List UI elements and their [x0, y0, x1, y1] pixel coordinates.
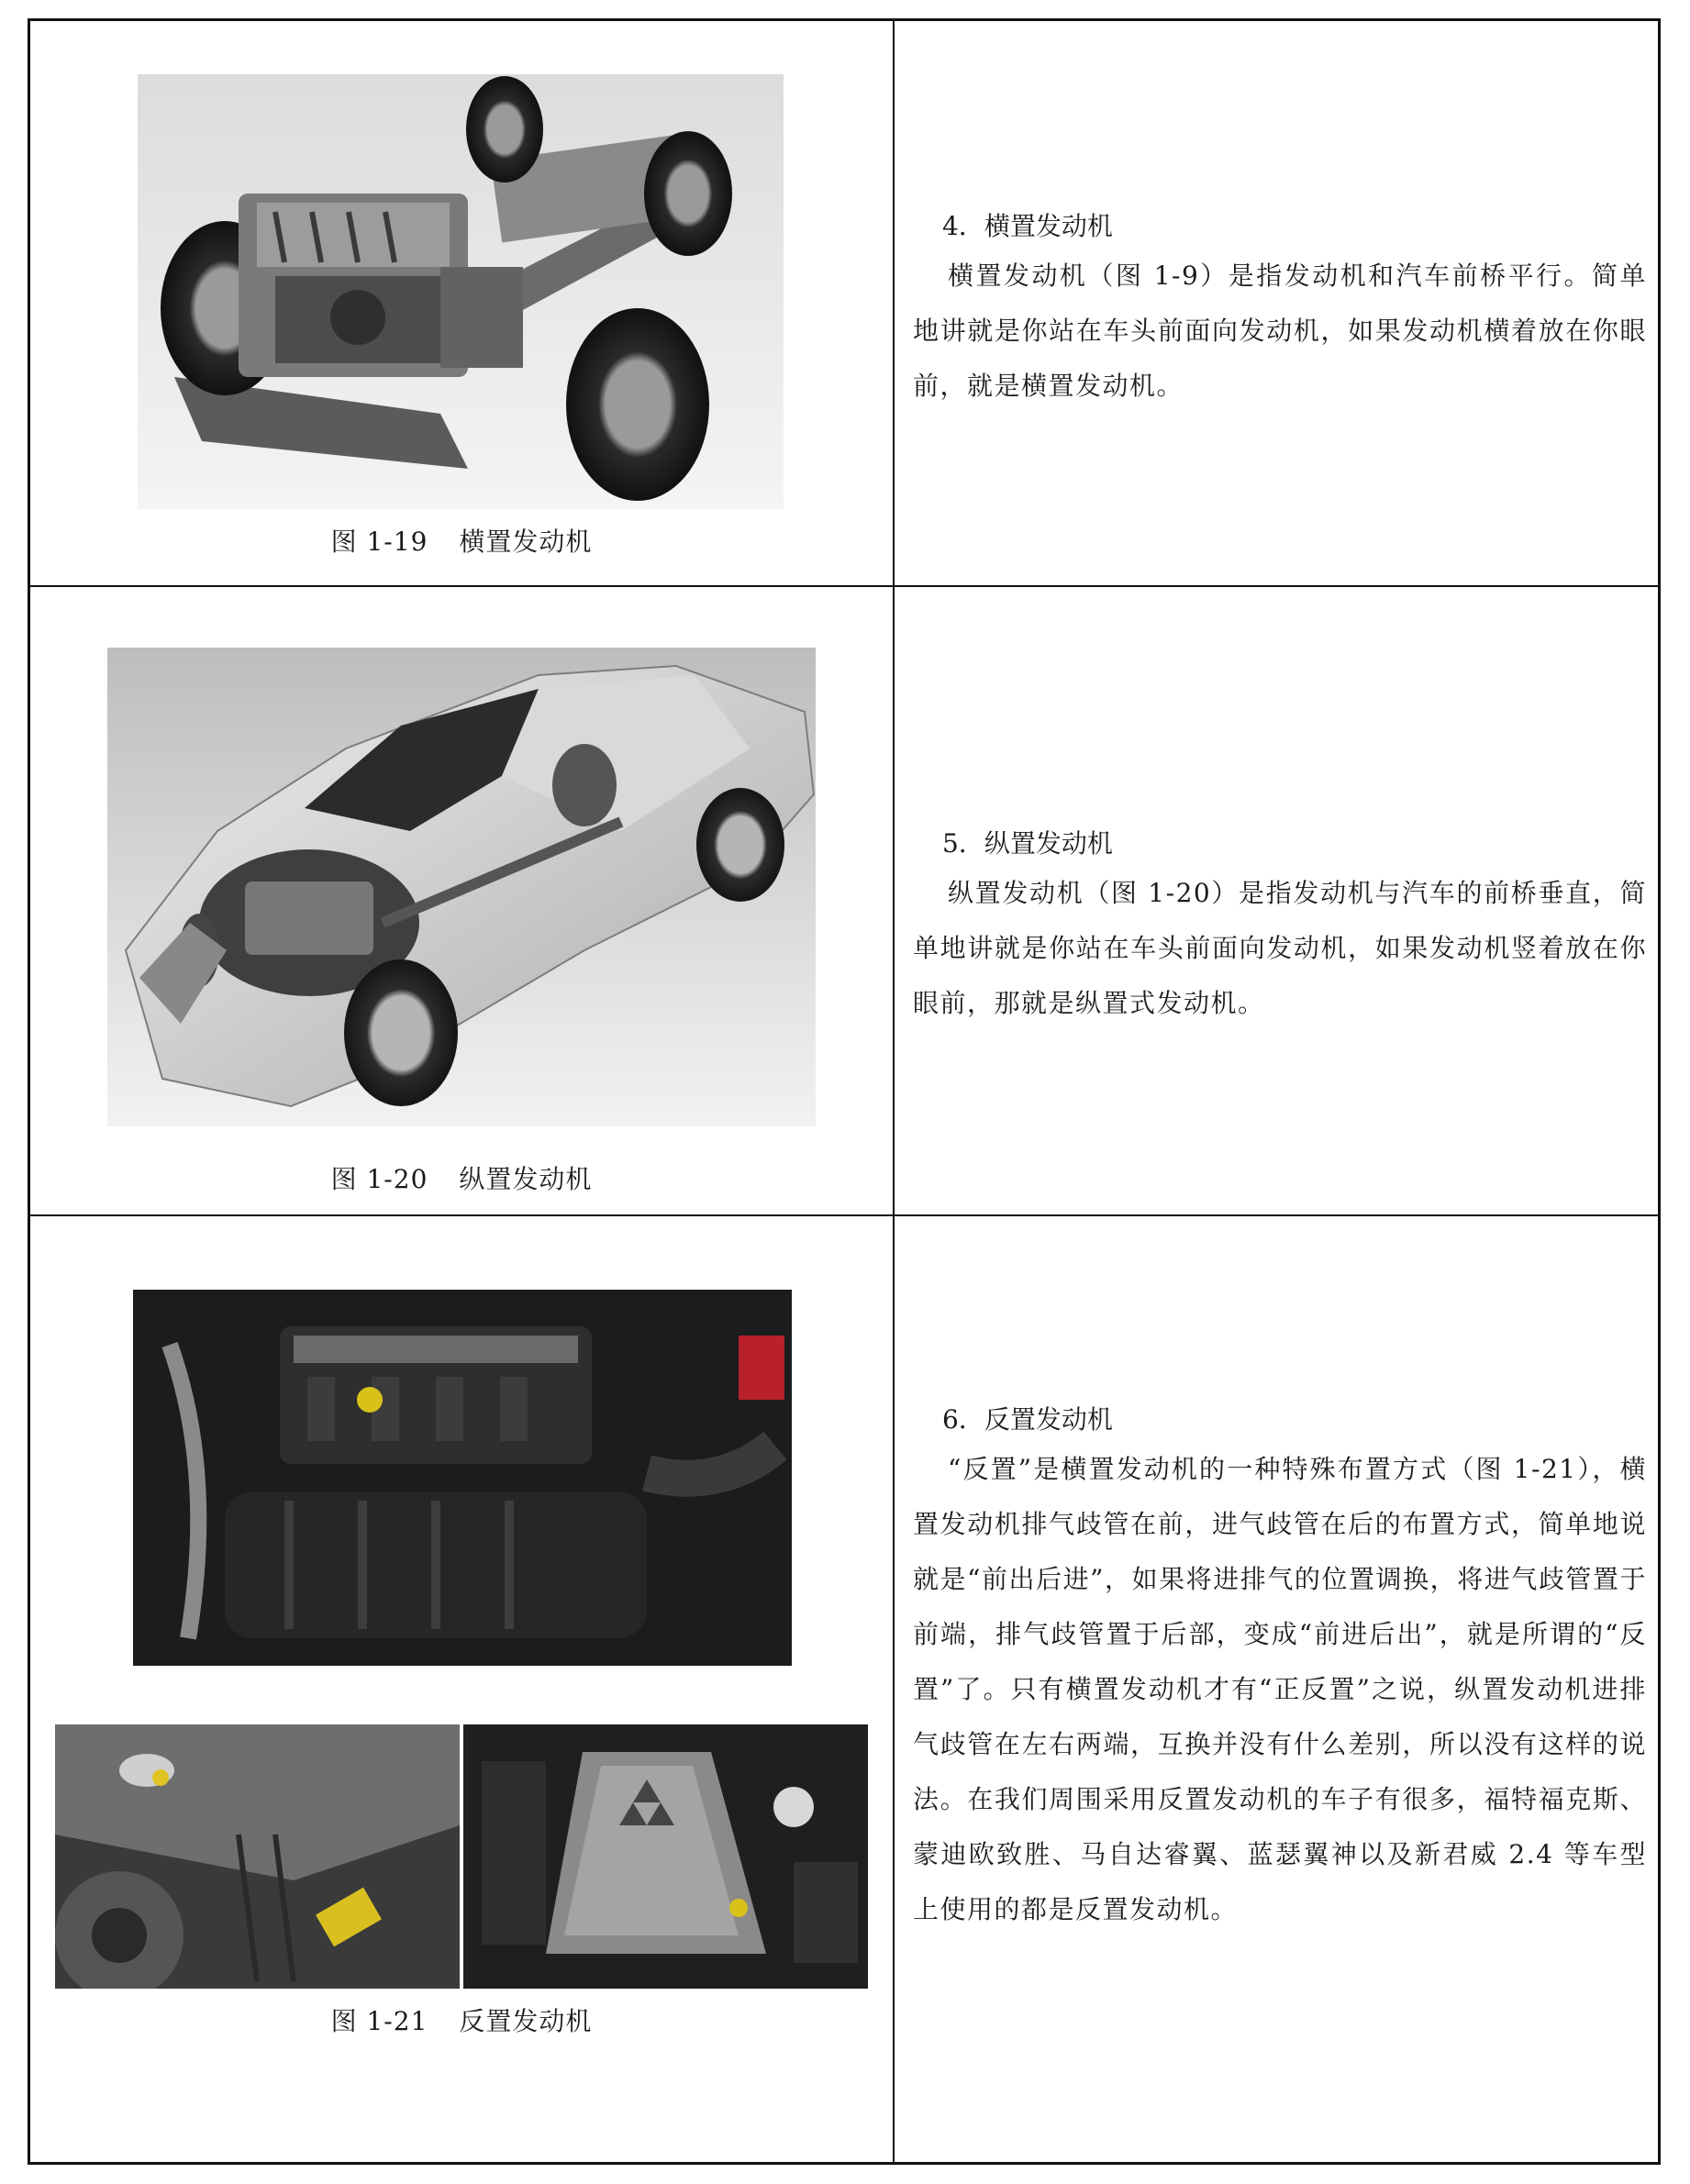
text-cell — [895, 21, 1658, 585]
figure-title: 反置发动机 — [459, 2006, 593, 2036]
section-heading: 5．纵置发动机 — [942, 828, 1113, 859]
figure-caption — [30, 1159, 893, 1196]
text-cell — [895, 587, 1658, 1214]
figure-cell — [30, 21, 893, 585]
section-body: “反置”是横置发动机的一种特殊布置方式（图 1-21），横置发动机排气歧管在前，进气歧管在后的布置方式，简单地说就是“前出后进”，如果将进排气的位置调换，将进气歧管置于前端，排气歧管置于后部，变成“前进后出”，就是所谓的“反置”了。只有横置发动机才有“正反置”之说，纵置发动机进排气歧管在左右两端，互换并没有什么差别，所以没有这样的说法。在我们周围采用反置发动机的车子有很多，福特福克斯、蒙迪欧致胜、马自达睿翼、蓝瑟翼神以及新君威 2.4 等车型上使用的都是反置发动机。 — [913, 1454, 1647, 1924]
figure-cell — [30, 587, 893, 1214]
figure-number: 图 1-19 — [330, 527, 428, 557]
figure-table — [28, 18, 1661, 2165]
figure-caption — [30, 522, 893, 559]
transverse-engine-chassis-photo — [138, 74, 784, 509]
engine-cover-closeup-photo — [55, 1724, 460, 1989]
section-body: 纵置发动机（图 1-20）是指发动机与汽车的前桥垂直，简单地讲就是你站在车头前面向发动机，如果发动机竖着放在你眼前，那就是纵置式发动机。 — [913, 878, 1647, 1018]
figure-title: 纵置发动机 — [459, 1164, 593, 1194]
figure-number: 图 1-21 — [330, 2006, 428, 2036]
figure-title: 横置发动机 — [459, 527, 593, 557]
section-heading: 6．反置发动机 — [942, 1404, 1113, 1435]
longitudinal-engine-car-photo — [107, 648, 816, 1126]
engine-bay-overview-photo — [463, 1724, 868, 1989]
figure-cell — [30, 1216, 893, 2165]
text-cell — [895, 1216, 1658, 2165]
section-body: 横置发动机（图 1-9）是指发动机和汽车前桥平行。简单地讲就是你站在车头前面向发动机，如果发动机横着放在你眼前，就是横置发动机。 — [913, 261, 1647, 401]
section-heading: 4．横置发动机 — [942, 211, 1113, 241]
table-row — [30, 587, 1658, 1216]
table-row — [30, 21, 1658, 587]
figure-number: 图 1-20 — [330, 1164, 428, 1194]
figure-caption — [30, 2001, 893, 2038]
reverse-engine-bay-photo — [133, 1290, 792, 1666]
table-row — [30, 1216, 1658, 2165]
